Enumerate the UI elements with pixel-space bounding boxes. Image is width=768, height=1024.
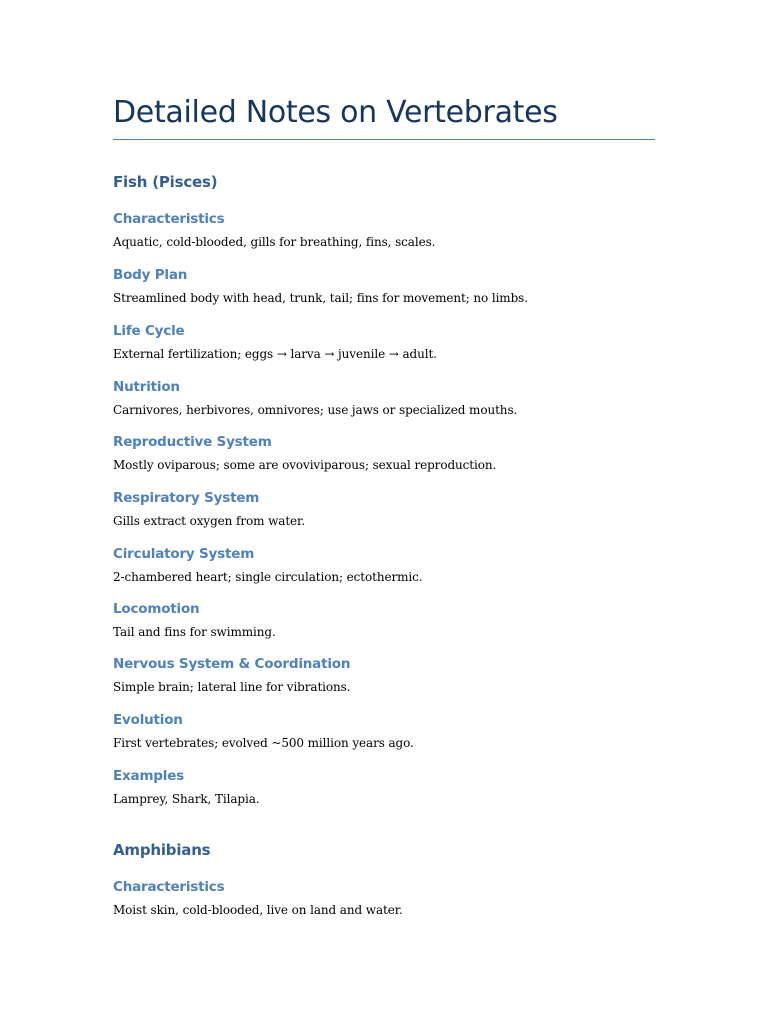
subheading-fish-life-cycle: Life Cycle [113, 323, 185, 339]
subheading-fish-reproductive-system: Reproductive System [113, 434, 272, 450]
subheading-fish-evolution: Evolution [113, 712, 183, 728]
text-fish-nutrition: Carnivores, herbivores, omnivores; use jaws or specialized mouths. [113, 403, 518, 417]
text-fish-life-cycle: External fertilization; eggs → larva → juvenile → adult. [113, 347, 437, 361]
text-fish-evolution: First vertebrates; evolved ~500 million years ago. [113, 736, 414, 750]
subheading-amphibians-characteristics: Characteristics [113, 879, 225, 895]
document-title: Detailed Notes on Vertebrates [113, 95, 558, 130]
title-underline-rule [113, 139, 655, 140]
text-fish-characteristics: Aquatic, cold-blooded, gills for breathing, fins, scales. [113, 235, 436, 249]
subheading-fish-nutrition: Nutrition [113, 379, 180, 395]
subheading-fish-circulatory-system: Circulatory System [113, 546, 255, 562]
section-heading-fish: Fish (Pisces) [113, 173, 218, 191]
subheading-fish-body-plan: Body Plan [113, 267, 188, 283]
subheading-fish-nervous-system: Nervous System & Coordination [113, 656, 351, 672]
text-fish-respiratory-system: Gills extract oxygen from water. [113, 514, 306, 528]
text-fish-examples: Lamprey, Shark, Tilapia. [113, 792, 260, 806]
text-fish-nervous-system: Simple brain; lateral line for vibrations. [113, 680, 351, 694]
text-amphibians-characteristics: Moist skin, cold-blooded, live on land and water. [113, 903, 403, 917]
subheading-fish-respiratory-system: Respiratory System [113, 490, 260, 506]
text-fish-circulatory-system: 2-chambered heart; single circulation; ectothermic. [113, 570, 423, 584]
text-fish-body-plan: Streamlined body with head, trunk, tail; fins for movement; no limbs. [113, 291, 528, 305]
text-fish-reproductive-system: Mostly oviparous; some are ovoviviparous; sexual reproduction. [113, 458, 497, 472]
subheading-fish-locomotion: Locomotion [113, 601, 200, 617]
subheading-fish-examples: Examples [113, 768, 184, 784]
subheading-fish-characteristics: Characteristics [113, 211, 225, 227]
section-heading-amphibians: Amphibians [113, 841, 211, 859]
text-fish-locomotion: Tail and fins for swimming. [113, 625, 276, 639]
